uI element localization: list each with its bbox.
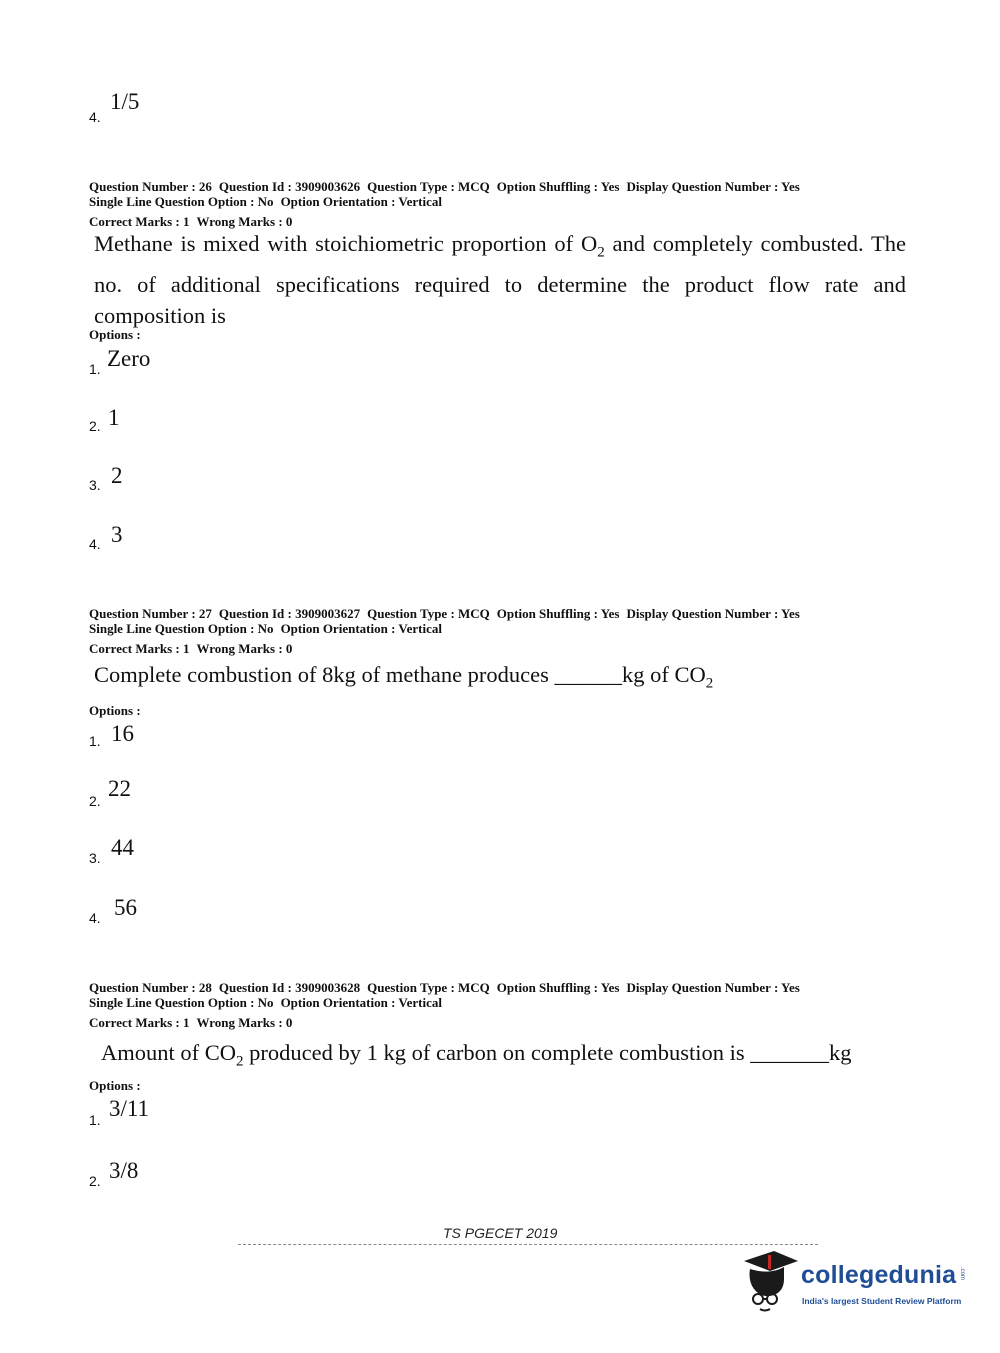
option-text[interactable]: 16	[111, 721, 134, 746]
option-number: 1.	[89, 733, 101, 749]
question-type: Question Type : MCQ	[367, 980, 490, 995]
brand-name: collegedunia	[801, 1261, 957, 1289]
question-meta-line1	[89, 179, 807, 194]
option-orientation: Option Orientation : Vertical	[280, 621, 442, 636]
question-meta-line1	[89, 980, 807, 995]
options-label: Options :	[89, 703, 141, 718]
question-meta-line2	[89, 995, 449, 1010]
question-marks	[89, 641, 299, 656]
option-number: 4.	[89, 109, 101, 125]
option-number: 2.	[89, 418, 101, 434]
brand-logo	[740, 1247, 980, 1317]
question-type: Question Type : MCQ	[367, 606, 490, 621]
option-orientation: Option Orientation : Vertical	[280, 194, 442, 209]
options-label: Options :	[89, 1078, 141, 1093]
question-meta-line2	[89, 621, 449, 636]
option-number: 1.	[89, 1112, 101, 1128]
option-shuffling: Option Shuffling : Yes	[496, 980, 620, 995]
question-text: Complete combustion of 8kg of methane produces ______kg of $CO_2$	[94, 662, 714, 692]
option-number: 2.	[89, 1173, 101, 1189]
option-shuffling: Option Shuffling : Yes	[496, 179, 620, 194]
footer-title: TS PGECET 2019	[443, 1225, 558, 1241]
question-marks	[89, 214, 299, 229]
option-number: 2.	[89, 793, 101, 809]
option-text[interactable]: 22	[108, 776, 131, 801]
single-line-option: Single Line Question Option : No	[89, 194, 274, 209]
question-marks	[89, 1015, 299, 1030]
option-text[interactable]: 56	[114, 895, 137, 920]
single-line-option: Single Line Question Option : No	[89, 995, 274, 1010]
brand-suffix: .com	[959, 1267, 965, 1281]
wrong-marks: Wrong Marks : 0	[196, 641, 293, 656]
correct-marks: Correct Marks : 1	[89, 1015, 190, 1030]
option-shuffling: Option Shuffling : Yes	[496, 606, 620, 621]
display-question-number: Display Question Number : Yes	[626, 179, 800, 194]
question-number: Question Number : 28	[89, 980, 212, 995]
option-text[interactable]: 2	[111, 463, 123, 488]
option-text[interactable]: 3/8	[109, 1158, 139, 1183]
option-text[interactable]: 3	[111, 522, 123, 547]
question-id: Question Id : 3909003626	[218, 179, 361, 194]
correct-marks: Correct Marks : 1	[89, 641, 190, 656]
brand-tagline: India's largest Student Review Platform	[802, 1296, 962, 1306]
single-line-option: Single Line Question Option : No	[89, 621, 274, 636]
option-text[interactable]: 3/11	[109, 1096, 150, 1121]
question-id: Question Id : 3909003628	[218, 980, 361, 995]
display-question-number: Display Question Number : Yes	[626, 980, 800, 995]
footer-divider	[238, 1244, 818, 1245]
option-orientation: Option Orientation : Vertical	[280, 995, 442, 1010]
option-number: 3.	[89, 850, 101, 866]
option-number: 1.	[89, 361, 101, 377]
question-meta-line1	[89, 606, 807, 621]
question-type: Question Type : MCQ	[367, 179, 490, 194]
option-text[interactable]: 1	[108, 405, 120, 430]
option-text: 1/5	[110, 89, 140, 114]
correct-marks: Correct Marks : 1	[89, 214, 190, 229]
options-label: Options :	[89, 327, 141, 342]
question-number: Question Number : 26	[89, 179, 212, 194]
wrong-marks: Wrong Marks : 0	[196, 1015, 293, 1030]
question-number: Question Number : 27	[89, 606, 212, 621]
option-number: 4.	[89, 910, 101, 926]
question-meta-line2	[89, 194, 449, 209]
option-text[interactable]: 44	[111, 835, 134, 860]
question-text: Amount of $CO_2$ produced by 1 kg of carbon on complete combustion is _______kg	[101, 1040, 852, 1070]
option-number: 4.	[89, 536, 101, 552]
question-text: Methane is mixed with stoichiometric proportion of $O_2$ and completely combusted. The no. of additional specifications required to determine the product flow rate and composition is	[94, 231, 906, 328]
display-question-number: Display Question Number : Yes	[626, 606, 800, 621]
mascot-graduation-cap-icon	[740, 1247, 800, 1313]
question-id: Question Id : 3909003627	[218, 606, 361, 621]
option-text[interactable]: Zero	[107, 346, 151, 371]
wrong-marks: Wrong Marks : 0	[196, 214, 293, 229]
option-number: 3.	[89, 477, 101, 493]
